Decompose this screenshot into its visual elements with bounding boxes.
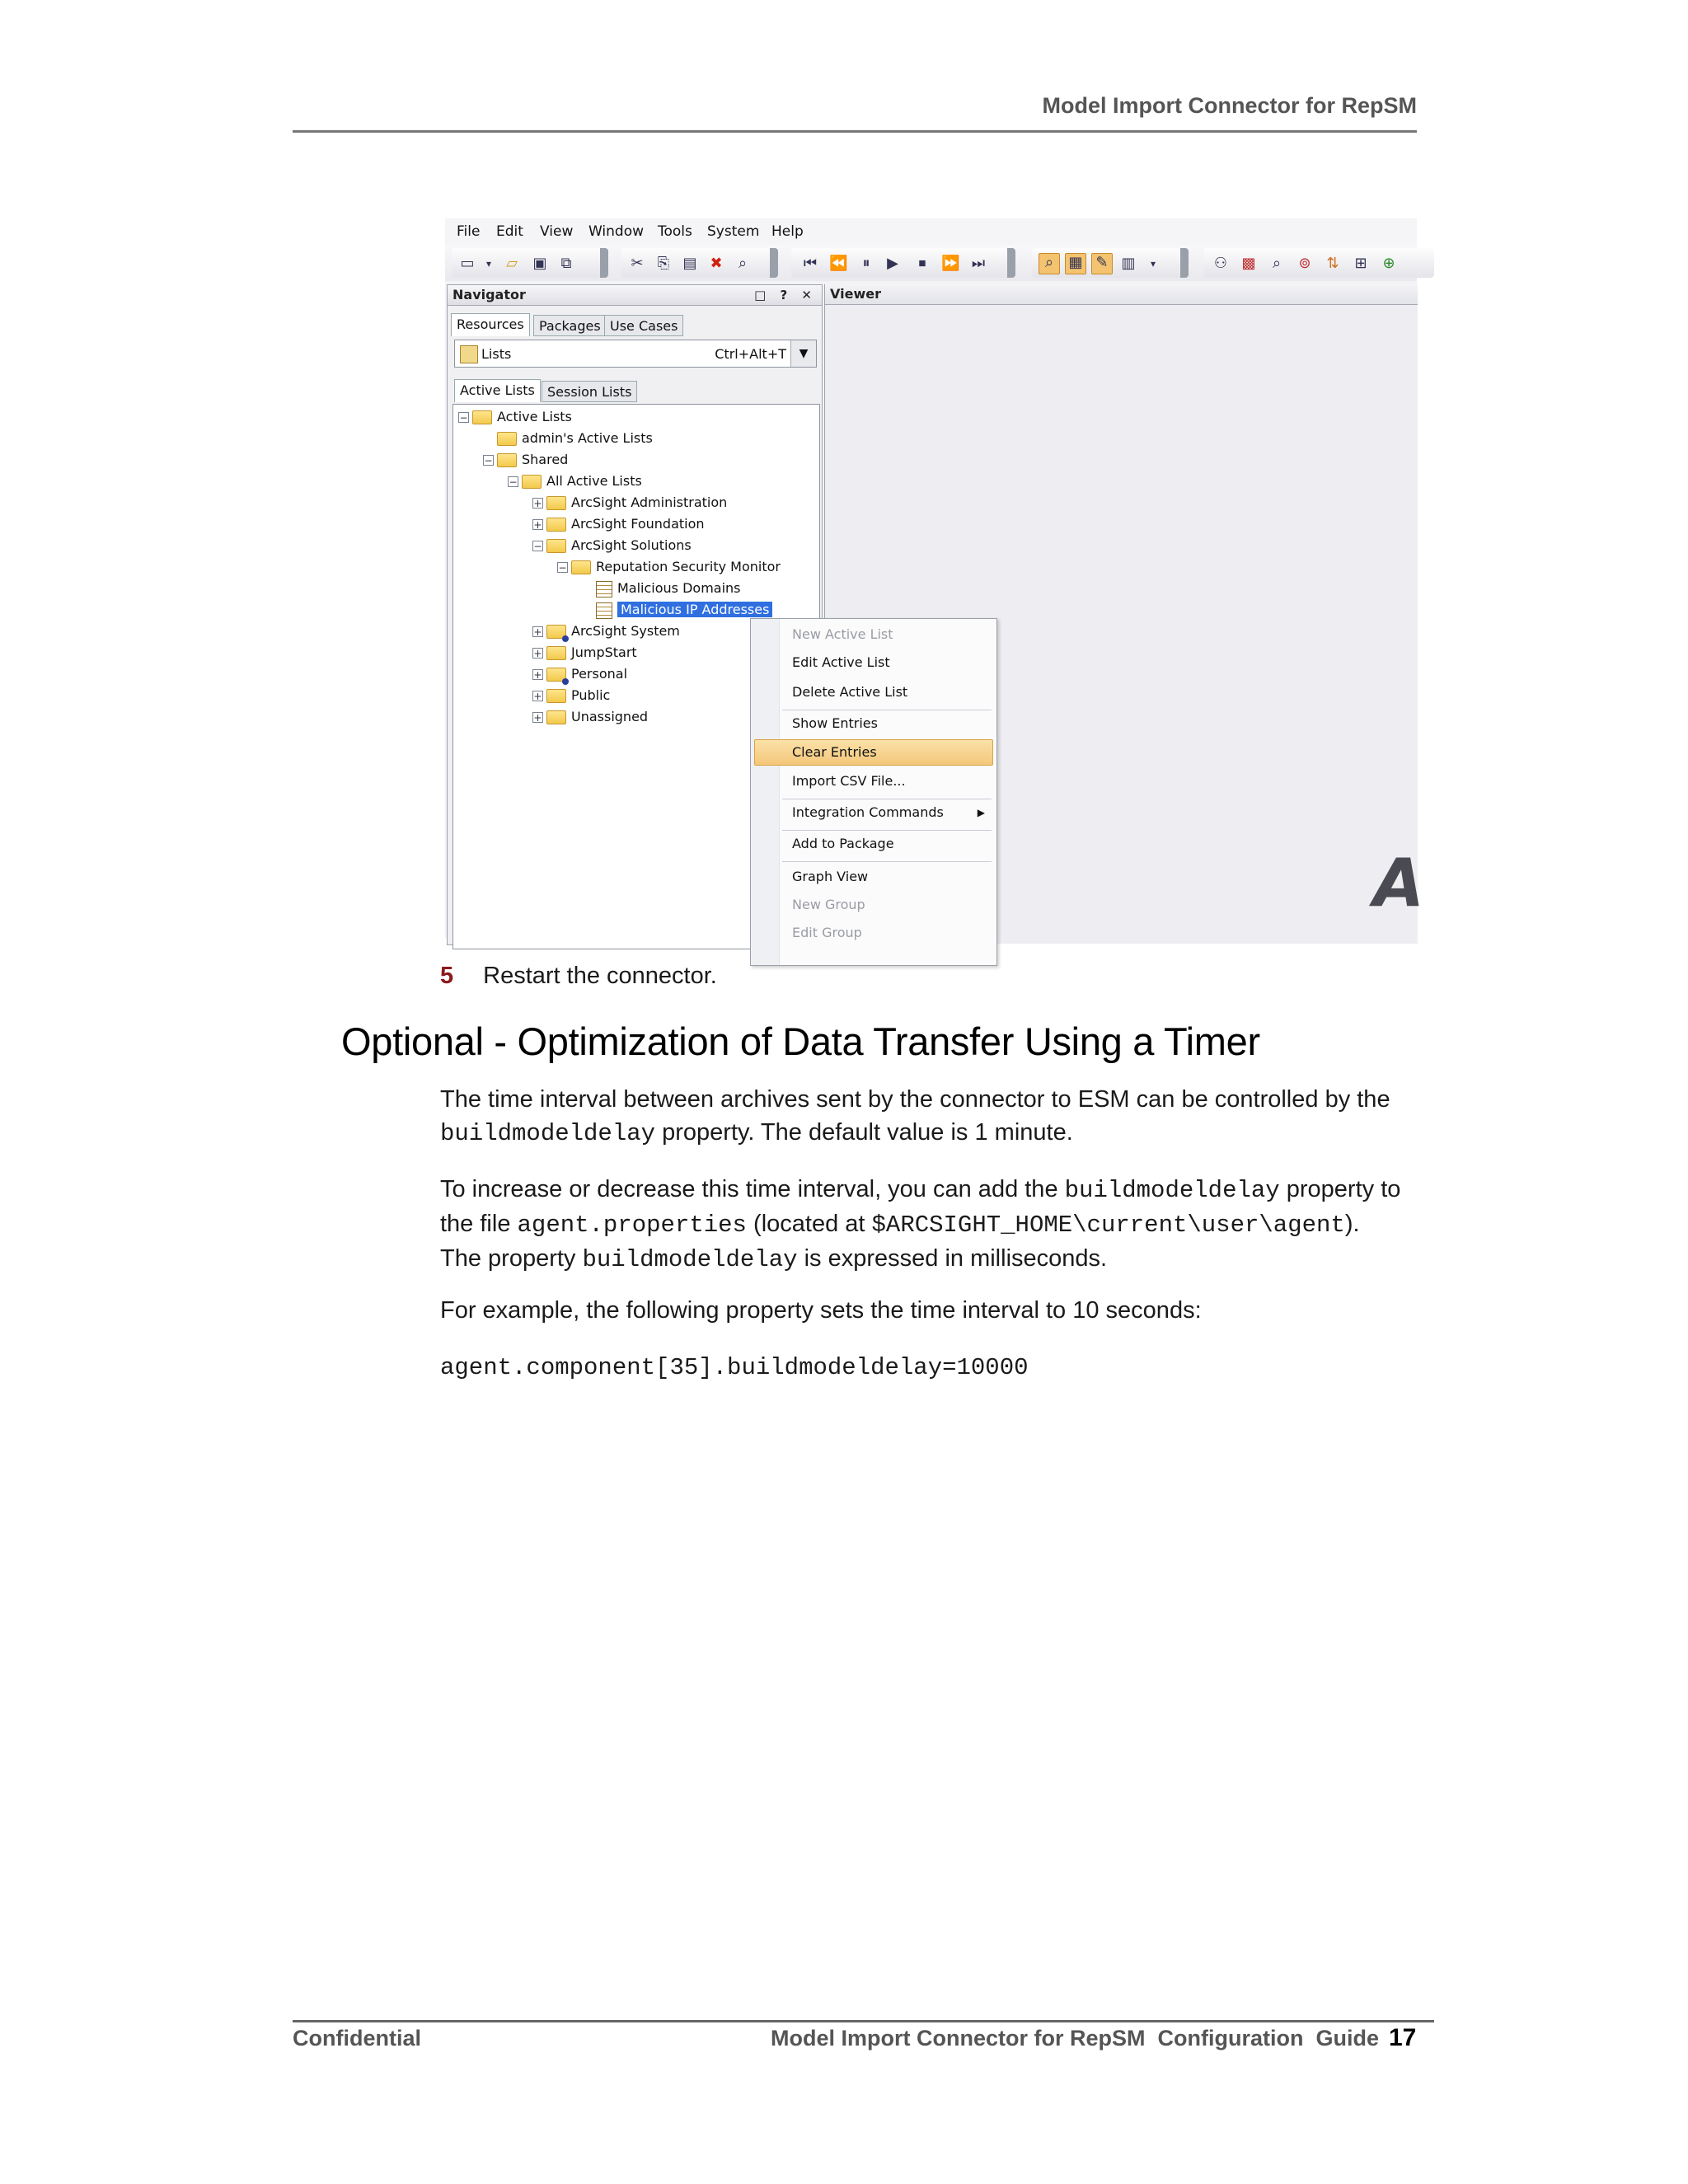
spacer [483,434,494,444]
p2-code-2: agent.properties [517,1212,747,1239]
inspect-icon[interactable]: ⌕ [1039,253,1060,274]
tree-node-label: Malicious Domains [617,580,741,596]
tab-active-lists[interactable]: Active Lists [454,379,541,402]
cut-icon[interactable]: ✂ [631,255,644,272]
tree-node-label: Shared [522,452,569,467]
folder-icon [546,646,566,660]
play-icon[interactable]: ▶ [887,255,898,272]
collapse-icon[interactable]: − [459,412,468,424]
menu-bar [445,218,1417,245]
tree-node-label: ArcSight System [571,623,680,639]
search-doc-icon[interactable]: ⌕ [1272,255,1282,272]
tree-node-label: ArcSight Solutions [571,537,692,553]
pause-icon[interactable]: ⏸ [862,255,870,272]
p2-text-b: property to [1286,1176,1401,1202]
menu-help[interactable]: Help [771,223,804,240]
footer-rule [293,2020,1434,2022]
menu-item-graph-view[interactable]: Graph View [792,869,869,884]
submenu-arrow-icon: ▶ [977,807,985,818]
folder-icon [546,689,566,703]
save-all-icon[interactable]: ⧉ [560,255,572,272]
users-icon[interactable]: ⚇ [1213,255,1228,272]
menu-separator [782,861,992,862]
copy-icon[interactable]: ⎘ [657,255,670,272]
footer-right: Model Import Connector for RepSM Configuration Guide [771,2026,1379,2050]
menu-item-edit-active-list[interactable]: Edit Active List [792,654,890,670]
folder-icon [472,410,492,424]
step-5 [440,963,717,990]
step-number: 5 [440,963,454,989]
context-menu [750,618,997,966]
p2-text-g: is expressed in milliseconds. [804,1245,1108,1272]
tab-session-lists[interactable]: Session Lists [542,381,637,402]
tree-node[interactable] [557,558,781,576]
layout-icon[interactable]: ▥ [1121,255,1136,272]
save-icon[interactable]: ▣ [532,255,547,272]
collapse-icon[interactable]: − [533,541,542,552]
toolbar-group-edit [621,248,778,278]
tree-node-label: All Active Lists [546,473,642,489]
tree-node[interactable] [582,579,741,598]
tree-node-label: Public [571,687,611,703]
dropdown-arrow-icon[interactable]: ▾ [1150,258,1156,269]
tab-resources[interactable]: Resources [451,313,530,336]
menu-view[interactable]: View [540,223,574,240]
folder-icon [522,475,542,489]
expand-icon[interactable]: + [533,691,542,702]
section-heading: Optional - Optimization of Data Transfer Using a Timer [341,1019,1260,1063]
expand-icon[interactable]: + [533,648,542,659]
step-text: Restart the connector. [483,963,717,989]
menu-item-integration-commands[interactable]: Integration Commands [792,804,944,820]
menu-separator [782,830,992,831]
menu-edit[interactable]: Edit [496,223,523,240]
p2-code-4: buildmodeldelay [582,1246,798,1273]
hierarchy-icon[interactable]: ⇅ [1326,255,1339,272]
tree-node-label: ArcSight Foundation [571,516,705,532]
first-icon[interactable]: ⏮ [803,255,818,272]
folder-icon [546,518,566,532]
folder-icon [546,496,566,510]
tree-node-label: Reputation Security Monitor [596,559,781,574]
list-icon [460,345,478,363]
collapse-icon[interactable]: − [509,476,518,488]
tab-packages[interactable]: Packages [533,315,607,336]
fast-forward-icon[interactable]: ⏩ [941,255,960,272]
paragraph-1 [440,1083,1421,1151]
open-folder-icon[interactable]: ▱ [506,255,518,272]
paragraph-2 [440,1173,1421,1277]
delete-icon[interactable]: ✖ [710,255,723,272]
tree-node[interactable] [508,472,642,490]
p2-text-f: The property [440,1245,576,1272]
menu-window[interactable]: Window [588,223,645,240]
paste-icon[interactable]: ▤ [682,255,697,272]
menu-item-clear-entries[interactable]: Clear Entries [792,744,877,760]
dropdown-arrow-icon[interactable]: ▾ [485,258,492,269]
menu-item-new-active-list[interactable]: New Active List [792,626,893,642]
page-header [293,89,1417,133]
new-icon[interactable]: ▭ [460,255,475,272]
stop-icon[interactable]: ⏹ [918,255,926,272]
tree-node-selected[interactable] [582,601,772,619]
menu-file[interactable]: File [457,223,481,240]
folder-icon [571,560,591,574]
viewer-title: Viewer [825,284,1418,305]
tree-node-label: Malicious IP Addresses [617,602,772,617]
toolbar-group-view [1032,248,1189,278]
combo-label: Lists [481,346,512,362]
toolbar-group-file [452,248,608,278]
tree-node[interactable] [483,429,653,448]
tree-node-label: ArcSight Administration [571,494,728,510]
p2-text-c: the file [440,1211,511,1237]
tree-node-label: Unassigned [571,709,649,724]
toolbar-group-tools [1203,248,1434,278]
paragraph-3: For example, the following property sets the time interval to 10 seconds: [440,1297,1202,1324]
tree-node[interactable] [532,515,705,533]
menu-system[interactable]: System [707,223,760,240]
last-icon[interactable]: ⏭ [971,255,986,272]
globe-search-icon[interactable]: ⊕ [1382,255,1395,272]
page-number: 17 [1389,2024,1417,2051]
menu-item-show-entries[interactable]: Show Entries [792,715,878,731]
active-list-icon [596,581,612,598]
expand-icon[interactable]: + [533,498,542,509]
expand-icon[interactable]: + [533,669,542,681]
expand-icon[interactable]: + [533,626,542,638]
tree-node[interactable] [532,644,637,662]
tab-use-cases[interactable]: Use Cases [604,315,683,336]
folder-icon [497,453,517,467]
menu-item-new-group[interactable]: New Group [792,897,865,912]
p2-text-d: (located at [753,1211,865,1237]
tree-node[interactable] [532,494,727,512]
folder-icon [497,432,517,446]
header-title: Model Import Connector for RepSM [1042,93,1417,118]
expand-icon[interactable]: + [533,712,542,724]
tree-node[interactable] [532,687,610,705]
esm-console-screenshot [445,218,1424,940]
edit-icon[interactable]: ✎ [1091,253,1113,274]
tree-node-label: JumpStart [571,644,637,660]
tree-node[interactable] [532,537,692,555]
expand-icon[interactable]: + [533,519,542,531]
menu-item-delete-active-list[interactable]: Delete Active List [792,684,908,700]
viewer-partial-letter: A [1373,845,1424,921]
p1-text-b: property. The default value is 1 minute. [662,1119,1073,1146]
tree-node-label: admin's Active Lists [522,430,653,446]
network-icon[interactable]: ⊞ [1354,255,1367,272]
report-icon[interactable]: ▩ [1241,255,1256,272]
tree-node-label: Personal [571,666,628,682]
code-example: agent.component[35].buildmodeldelay=10000 [440,1354,1029,1381]
toolbar [445,245,1417,281]
menu-item-edit-group[interactable]: Edit Group [792,925,862,940]
chevron-down-icon[interactable]: ▼ [790,340,816,367]
locked-folder-icon [546,625,566,639]
grid-icon[interactable]: ▦ [1065,253,1086,274]
spacer [582,605,593,616]
footer-left: Confidential [293,2026,421,2050]
combo-shortcut: Ctrl+Alt+T [715,346,786,362]
menu-item-import-csv[interactable]: Import CSV File... [792,773,906,789]
p2-code-3: $ARCSIGHT_HOME\current\user\agent [871,1212,1345,1239]
tree-node[interactable] [483,451,568,469]
folder-icon [546,539,566,553]
p2-text-e: ). [1344,1211,1360,1237]
p2-text-a: To increase or decrease this time interval, you can add the [440,1176,1058,1202]
tree-node[interactable] [532,622,680,640]
collapse-icon[interactable]: − [558,562,567,574]
spacer [582,583,593,594]
p1-code: buildmodeldelay [440,1120,656,1147]
tree-node[interactable] [532,665,627,683]
tree-node[interactable] [458,408,572,426]
toolbar-group-playback [791,248,1015,278]
navigator-title-text: Navigator [452,287,526,302]
folder-icon [546,710,566,724]
navigator-title [448,285,822,306]
collapse-icon[interactable]: − [484,455,493,466]
panel-controls[interactable]: □ ? ✕ [754,288,817,302]
p2-code-1: buildmodeldelay [1064,1177,1280,1204]
resource-type-combo[interactable] [454,340,817,368]
tree-node[interactable] [532,708,648,726]
menu-gutter [751,619,780,965]
active-list-icon [596,602,612,619]
p1-text-a: The time interval between archives sent by the connector to ESM can be controlled by the [440,1086,1390,1113]
menu-item-add-to-package[interactable]: Add to Package [792,836,894,851]
find-icon[interactable]: ⌕ [738,255,748,272]
locked-folder-icon [546,668,566,682]
menu-tools[interactable]: Tools [658,223,692,240]
rewind-icon[interactable]: ⏪ [829,255,848,272]
tree-node-label: Active Lists [497,409,572,424]
broadcast-icon[interactable]: ⊚ [1298,255,1311,272]
